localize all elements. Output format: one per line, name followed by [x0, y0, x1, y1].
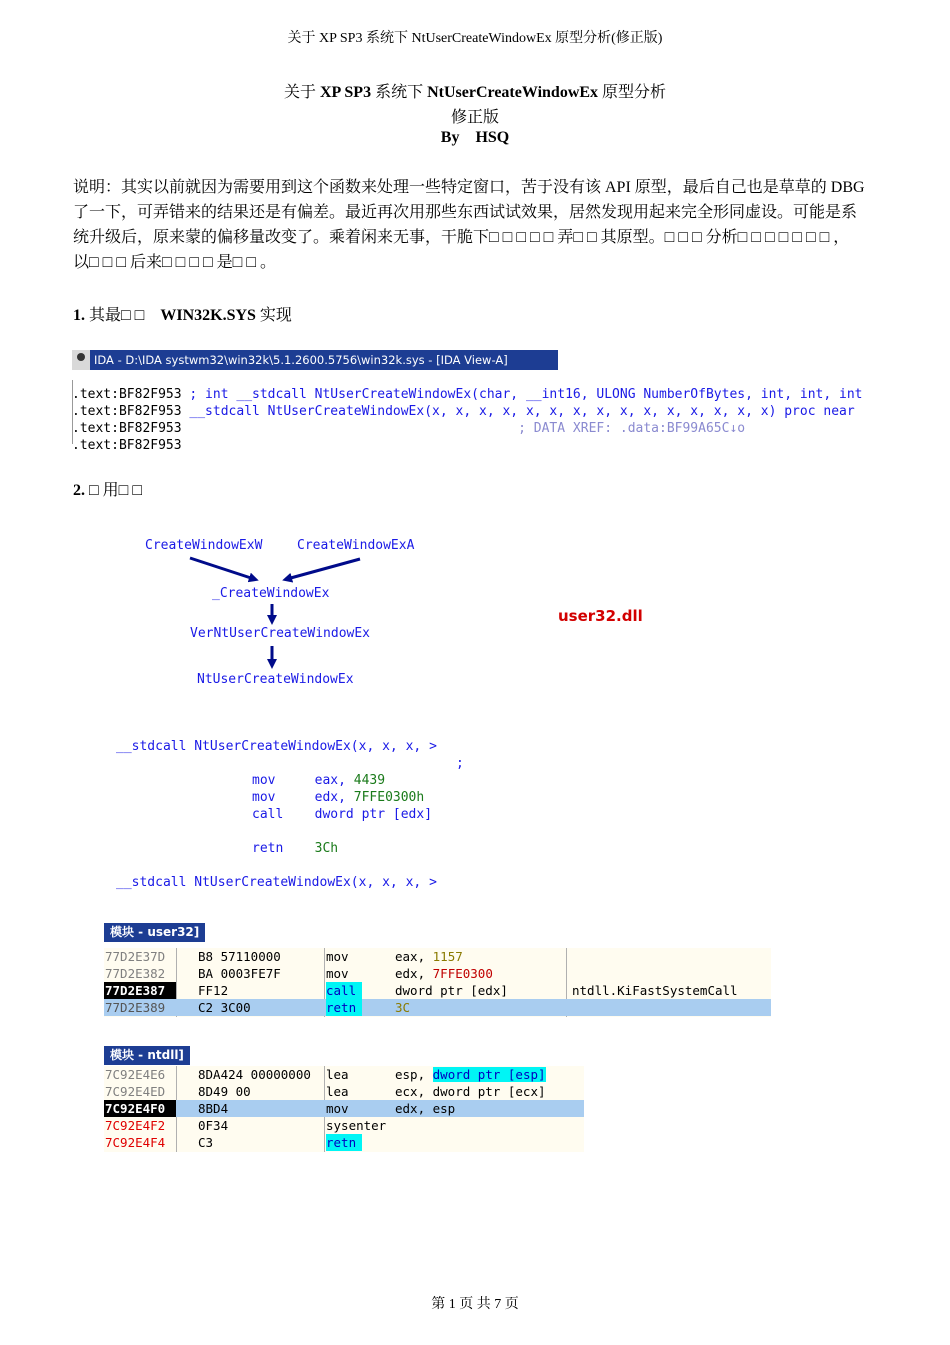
olly-row-selected[interactable]: 7C92E4F0 8BD4 mov edx, esp: [104, 1100, 584, 1117]
ida-line: .text:BF82F953 ; DATA XREF: .data:BF99A65C↓o: [72, 421, 746, 436]
olly-user32-pane: [104, 948, 771, 1017]
stub-footer: __stdcall NtUserCreateWindowEx(x, x, x, >: [116, 875, 437, 890]
stub-semicolon: ;: [456, 756, 464, 771]
olly-row-selected[interactable]: 77D2E389 C2 3C00 retn 3C: [104, 999, 771, 1016]
intro-line: 以□ □ □ 后来□ □ □ □ 是□ □ 。: [73, 254, 276, 271]
cg-node-createwindowexa: CreateWindowExA: [297, 538, 415, 553]
cg-node-createwindowexw: CreateWindowExW: [145, 538, 263, 553]
olly-row[interactable]: 7C92E4F2 0F34 sysenter: [105, 1118, 387, 1133]
module-tag-user32: 模块 - user32]: [104, 923, 205, 942]
section-2-heading: 2. □ 用□ □: [73, 482, 142, 499]
olly-row[interactable]: 7C92E4E6 8DA424 00000000 lea esp, dword ptr [esp]: [105, 1067, 546, 1082]
ida-line: .text:BF82F953 __stdcall NtUserCreateWindowEx(x, x, x, x, x, x, x, x, x, x, x, x, x, x, x) proc near: [72, 404, 855, 419]
stub-line: mov edx, 7FFE0300h: [252, 790, 425, 805]
intro-line: 了一下，可弄错来的结果还是有偏差。最近再次用那些东西试试效果，居然发现用起来完全形同虚设。可能是系: [73, 204, 858, 221]
olly-row[interactable]: 77D2E382 BA 0003FE7F mov edx, 7FFE0300: [105, 966, 493, 981]
module-label-user32: user32.dll: [558, 607, 643, 625]
page-footer: 第 1 页 共 7 页: [431, 1297, 519, 1312]
cg-node-ntuser: NtUserCreateWindowEx: [197, 672, 354, 687]
arrow-a-to-internal: [287, 559, 360, 579]
stub-line: call dword ptr [edx]: [252, 807, 433, 822]
olly-row[interactable]: 77D2E387 FF12 call dword ptr [edx] ntdll.KiFastSystemCall: [105, 983, 738, 998]
cg-node-vernt: VerNtUserCreateWindowEx: [190, 626, 371, 641]
running-header: 关于 XP SP3 系统下 NtUserCreateWindowEx 原型分析(修正版): [287, 31, 663, 46]
olly-row[interactable]: 7C92E4F4 C3 retn: [104, 1134, 584, 1151]
stub-header: __stdcall NtUserCreateWindowEx(x, x, x, >: [116, 739, 437, 754]
doc-subtitle: 修正版: [450, 109, 499, 126]
doc-title: 关于 XP SP3 系统下 NtUserCreateWindowEx 原型分析: [283, 84, 667, 101]
intro-line: 统升级后，原来蒙的偏移量改变了。乘着闲来无事，干脆下□ □ □ □ □ 弄□ □ 其原型。□ □ □ 分析□ □ □ □ □ □ □ ，: [73, 229, 850, 246]
ida-line: .text:BF82F953: [72, 438, 182, 453]
ida-line: .text:BF82F953 ; int __stdcall NtUserCreateWindowEx(char, __int16, ULONG NumberOfBytes, int, int, int: [72, 387, 863, 402]
arrow-w-to-internal: [190, 558, 254, 579]
section-1-heading: 1. 其最□ □ WIN32K.SYS 实现: [73, 307, 292, 324]
olly-row[interactable]: 7C92E4ED 8D49 00 lea ecx, dword ptr [ecx]: [105, 1084, 546, 1099]
olly-row[interactable]: 77D2E37D B8 57110000 mov eax, 1157: [105, 949, 463, 964]
module-tag-ntdll: 模块 - ntdll]: [104, 1046, 190, 1065]
cg-node-internal-createwindowex: _CreateWindowEx: [212, 586, 330, 601]
olly-ntdll-pane: [104, 1066, 584, 1152]
doc-author: By HSQ: [440, 129, 510, 146]
intro-line: 说明：其实以前就因为需要用到这个函数来处理一些特定窗口，苦于没有该 API 原型，最后自己也是草草的 DBG: [73, 179, 865, 196]
stub-line: mov eax, 4439: [252, 773, 386, 788]
ida-window-titlebar: IDA - D:\IDA systwm32\win32k\5.1.2600.5756\win32k.sys - [IDA View-A]: [72, 350, 558, 370]
stub-line: retn 3Ch: [252, 841, 339, 856]
